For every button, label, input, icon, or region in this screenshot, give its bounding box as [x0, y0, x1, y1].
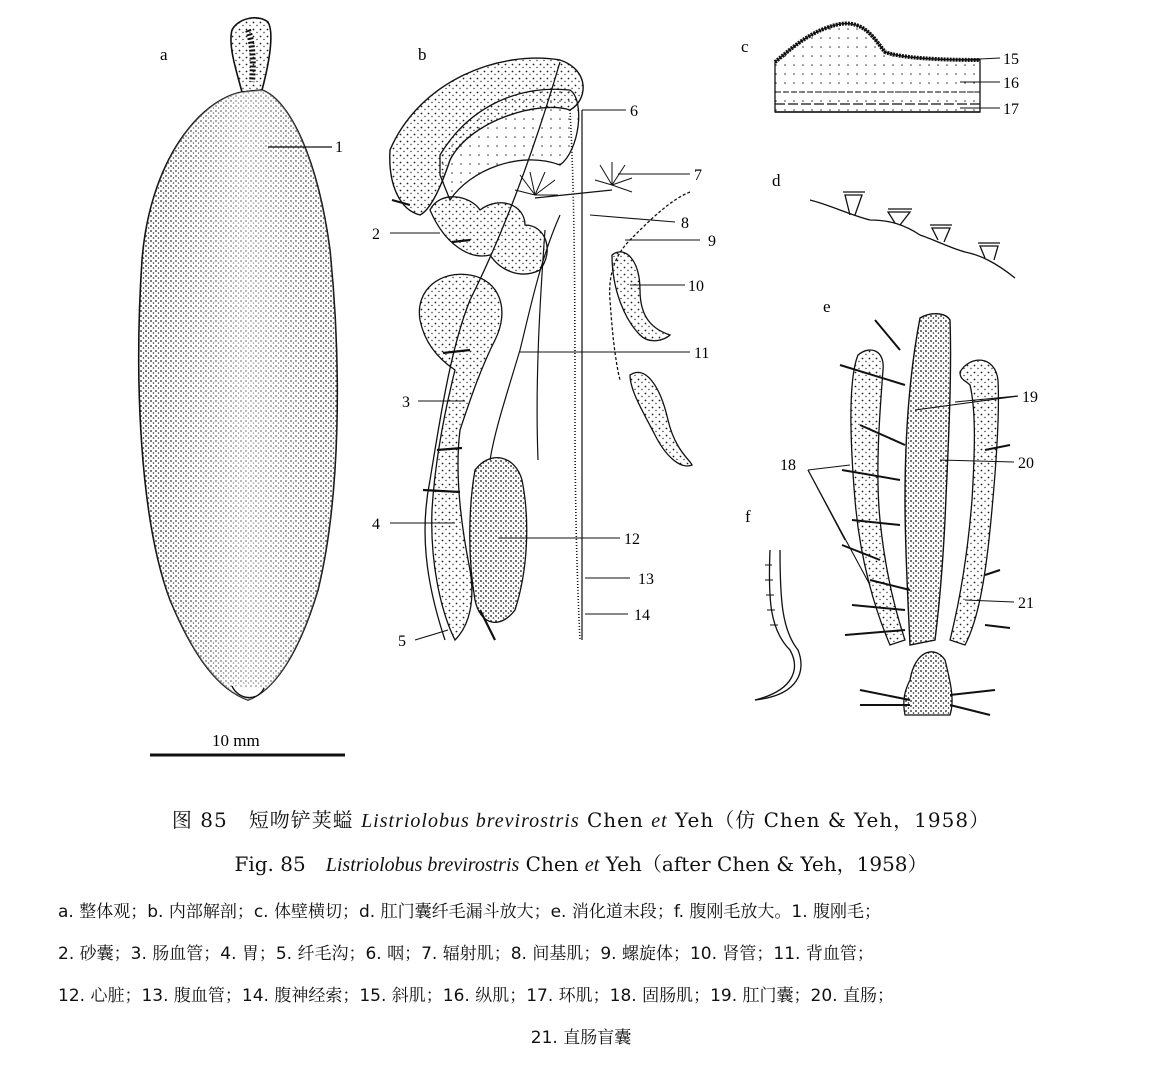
panel-e-terminal-digestive-tract: [840, 314, 1010, 715]
label-15: 15: [1003, 51, 1019, 68]
label-19: 19: [1022, 389, 1038, 406]
panel-c-body-wall-section: [775, 23, 980, 112]
caption-en-species: Listriolobus brevirostris: [325, 854, 520, 876]
label-9: 9: [708, 233, 716, 250]
caption-zh-prefix: 图 85 短吻铲荚螠: [171, 808, 362, 832]
panel-letter-f: f: [745, 507, 751, 526]
legend-line-4: 21. 直肠盲囊: [530, 1028, 632, 1048]
panel-b-internal-anatomy: [390, 58, 692, 640]
label-13: 13: [638, 571, 654, 588]
label-10: 10: [688, 278, 704, 295]
label-20: 20: [1018, 455, 1034, 472]
legend-line-2: 2. 砂囊；3. 肠血管；4. 胃；5. 纤毛沟；6. 咽；7. 辐射肌；8. 间基肌；9. 螺旋体；10. 肾管；11. 背血管；: [58, 944, 874, 964]
label-6: 6: [630, 103, 638, 120]
label-18: 18: [780, 457, 796, 474]
panel-d-ciliated-funnels: [810, 192, 1015, 278]
caption-zh-et: et: [651, 810, 668, 832]
scale-bar-label: 10 mm: [212, 731, 260, 750]
caption-en-author: Chen: [519, 852, 585, 876]
panel-letter-a: a: [160, 45, 168, 64]
label-4: 4: [372, 516, 380, 533]
caption-english: [0, 848, 1162, 877]
label-8: 8: [681, 215, 689, 232]
label-2: 2: [372, 226, 380, 243]
caption-zh-species: Listriolobus brevirostris: [361, 810, 580, 832]
label-16: 16: [1003, 75, 1019, 92]
label-17: 17: [1003, 101, 1019, 118]
label-14: 14: [634, 607, 650, 624]
caption-zh-author: Chen: [579, 808, 652, 832]
panel-f-ventral-seta: [755, 550, 801, 700]
panel-letter-c: c: [741, 37, 749, 56]
caption-chinese: [0, 804, 1162, 833]
legend-line-3: 12. 心脏；13. 腹血管；14. 腹神经索；15. 斜肌；16. 纵肌；17. 环肌；18. 固肠肌；19. 肛门囊；20. 直肠；: [58, 986, 894, 1006]
caption-zh-suffix: Yeh（仿 Chen & Yeh，1958）: [667, 808, 991, 832]
label-21: 21: [1018, 595, 1034, 612]
panel-letter-d: d: [772, 171, 781, 190]
label-11: 11: [694, 345, 710, 362]
legend-line-1: a. 整体观；b. 内部解剖；c. 体壁横切；d. 肛门囊纤毛漏斗放大；e. 消化道末段；f. 腹刚毛放大。1. 腹刚毛；: [58, 902, 882, 922]
label-3: 3: [402, 394, 410, 411]
label-7: 7: [694, 167, 702, 184]
panel-letter-b: b: [418, 45, 427, 64]
caption-en-et: et: [584, 854, 600, 876]
caption-en-prefix: Fig. 85: [234, 852, 326, 876]
label-12: 12: [624, 531, 640, 548]
panel-a-whole-body: [139, 18, 338, 700]
label-5: 5: [398, 633, 406, 650]
panel-letter-e: e: [823, 297, 831, 316]
caption-en-suffix: Yeh（after Chen & Yeh，1958）: [599, 852, 928, 876]
label-1: 1: [335, 139, 343, 156]
